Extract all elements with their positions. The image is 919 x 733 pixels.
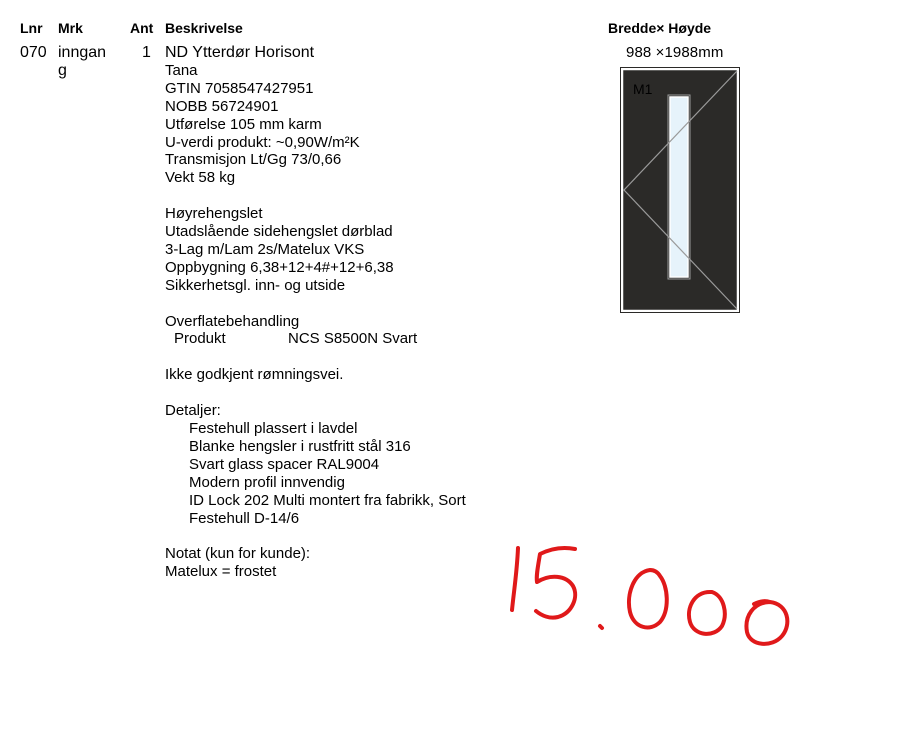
surface-key: Produkt: [174, 330, 226, 348]
product-title: ND Ytterdør Horisont: [165, 44, 315, 61]
construction-line: Utadslående sidehengslet dørblad: [165, 223, 393, 241]
spec-line: Utførelse 105 mm karm: [165, 115, 322, 133]
glass-panel: [670, 97, 688, 277]
spacer: [165, 295, 585, 313]
escape-note: Ikke godkjent rømningsvei.: [165, 366, 344, 384]
handwritten-price: [500, 540, 800, 655]
description-block: [165, 44, 585, 581]
digit-0-a: [629, 570, 667, 627]
construction-line: Sikkerhetsgl. inn- og utside: [165, 276, 346, 294]
detail-item: Blanke hengsler i rustfritt stål 316: [189, 437, 411, 455]
digit-5: [536, 548, 575, 618]
detail-item: ID Lock 202 Multi montert fra fabrikk, Sort: [189, 491, 466, 509]
surface-heading: Overflatebehandling: [165, 312, 300, 330]
spacer: [165, 187, 585, 205]
column-header-ant: Ant: [130, 20, 154, 36]
construction-line: Høyrehengslet: [165, 205, 263, 223]
spec-line: Transmisjon Lt/Gg 73/0,66: [165, 151, 342, 169]
detail-item: Svart glass spacer RAL9004: [189, 455, 380, 473]
surface-value: NCS S8500N Svart: [288, 330, 418, 348]
quantity: 1: [142, 44, 151, 61]
digit-0-c: [746, 601, 787, 644]
column-header-dimensions: Bredde× Høyde: [608, 20, 712, 36]
digit-1: [512, 548, 518, 610]
door-drawing-svg: [620, 67, 740, 313]
column-header-beskrivelse: Beskrivelse: [165, 20, 243, 36]
mark-line-2: g: [58, 61, 67, 79]
spec-line: U-verdi produkt: ~0,90W/m²K: [165, 133, 360, 151]
spec-line: Tana: [165, 61, 198, 79]
spacer: [165, 384, 585, 402]
spec-line: GTIN 7058547427951: [165, 79, 314, 97]
door-drawing: [620, 67, 740, 313]
detail-item: Festehull D-14/6: [189, 509, 300, 527]
construction-line: 3-Lag m/Lam 2s/Matelux VKS: [165, 240, 365, 258]
details-heading: Detaljer:: [165, 402, 221, 420]
line-number: 070: [20, 44, 47, 61]
decimal-point: [600, 626, 602, 628]
column-header-mrk: Mrk: [58, 20, 83, 36]
digit-0-b: [689, 592, 725, 634]
spec-line: NOBB 56724901: [165, 97, 279, 115]
door-label: M1: [633, 81, 653, 97]
construction-line: Oppbygning 6,38+12+4#+12+6,38: [165, 258, 394, 276]
spec-line: Vekt 58 kg: [165, 169, 236, 187]
note-heading: Notat (kun for kunde):: [165, 545, 311, 563]
note-text: Matelux = frostet: [165, 563, 277, 581]
mark-line-1: inngan: [58, 44, 107, 61]
column-header-lnr: Lnr: [20, 20, 43, 36]
mark-cell: [58, 44, 106, 80]
detail-item: Festehull plassert i lavdel: [189, 419, 358, 437]
handwritten-price-drawing: [500, 540, 800, 655]
detail-item: Modern profil innvendig: [189, 473, 345, 491]
surface-row: [165, 330, 585, 348]
spacer: [165, 348, 585, 366]
dimensions-value: 988 ×1988mm: [626, 44, 724, 61]
